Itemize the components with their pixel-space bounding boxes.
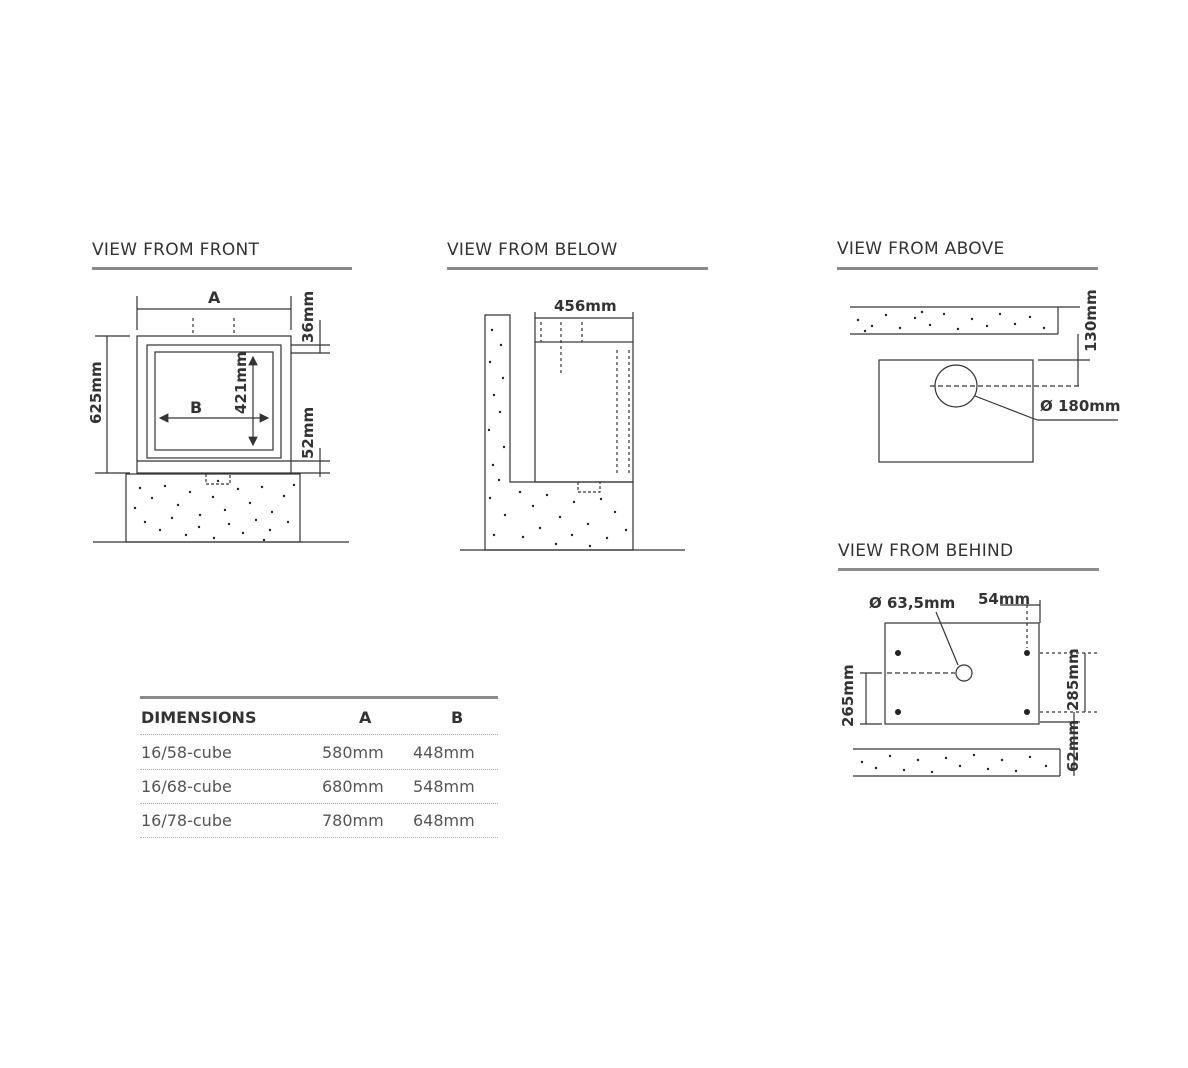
row-a: 680mm xyxy=(322,777,384,796)
above-dim-offset: 130mm xyxy=(1082,289,1100,352)
front-dim-height: 625mm xyxy=(87,361,105,424)
behind-wall-speckle xyxy=(861,754,1047,773)
above-view-drawing xyxy=(850,307,1118,462)
header-b: B xyxy=(451,708,464,727)
front-view-title: VIEW FROM FRONT xyxy=(92,240,260,260)
front-dim-bottom: 52mm xyxy=(299,406,317,459)
row-model: 16/78-cube xyxy=(141,811,232,830)
behind-view-title: VIEW FROM BEHIND xyxy=(838,541,1014,561)
behind-dim-pipe: Ø 63,5mm xyxy=(869,594,956,612)
row-a: 780mm xyxy=(322,811,384,830)
header-dimensions: DIMENSIONS xyxy=(141,708,257,727)
below-view-title: VIEW FROM BELOW xyxy=(447,240,618,260)
below-wall-speckle xyxy=(488,329,627,547)
front-dim-top: 36mm xyxy=(299,290,317,343)
row-model: 16/68-cube xyxy=(141,777,232,796)
below-dim-depth: 456mm xyxy=(554,297,617,315)
behind-dim-right: 54mm xyxy=(978,590,1031,608)
above-wall-speckle xyxy=(857,311,1045,332)
behind-dim-left-height: 265mm xyxy=(839,664,857,727)
front-label-b: B xyxy=(190,398,203,417)
behind-dim-right-height: 285mm xyxy=(1064,648,1082,711)
table-top-rule xyxy=(140,696,498,699)
header-a: A xyxy=(359,708,372,727)
row-b: 648mm xyxy=(413,811,475,830)
row-b: 448mm xyxy=(413,743,475,762)
front-label-a: A xyxy=(208,288,221,307)
row-a: 580mm xyxy=(322,743,384,762)
behind-view-drawing xyxy=(853,600,1098,776)
table-row xyxy=(140,769,498,804)
above-dim-diameter: Ø 180mm xyxy=(1040,397,1121,415)
table-row xyxy=(140,735,498,770)
behind-bolt-holes xyxy=(895,650,1030,715)
front-base-speckle xyxy=(134,480,295,541)
table-row xyxy=(140,803,498,838)
below-view-drawing xyxy=(460,312,685,550)
table-header-row xyxy=(140,700,498,735)
above-view-title: VIEW FROM ABOVE xyxy=(837,239,1005,259)
row-b: 548mm xyxy=(413,777,475,796)
behind-dim-bottom: 62mm xyxy=(1064,719,1082,772)
row-model: 16/58-cube xyxy=(141,743,232,762)
front-dim-inner: 421mm xyxy=(232,351,250,414)
